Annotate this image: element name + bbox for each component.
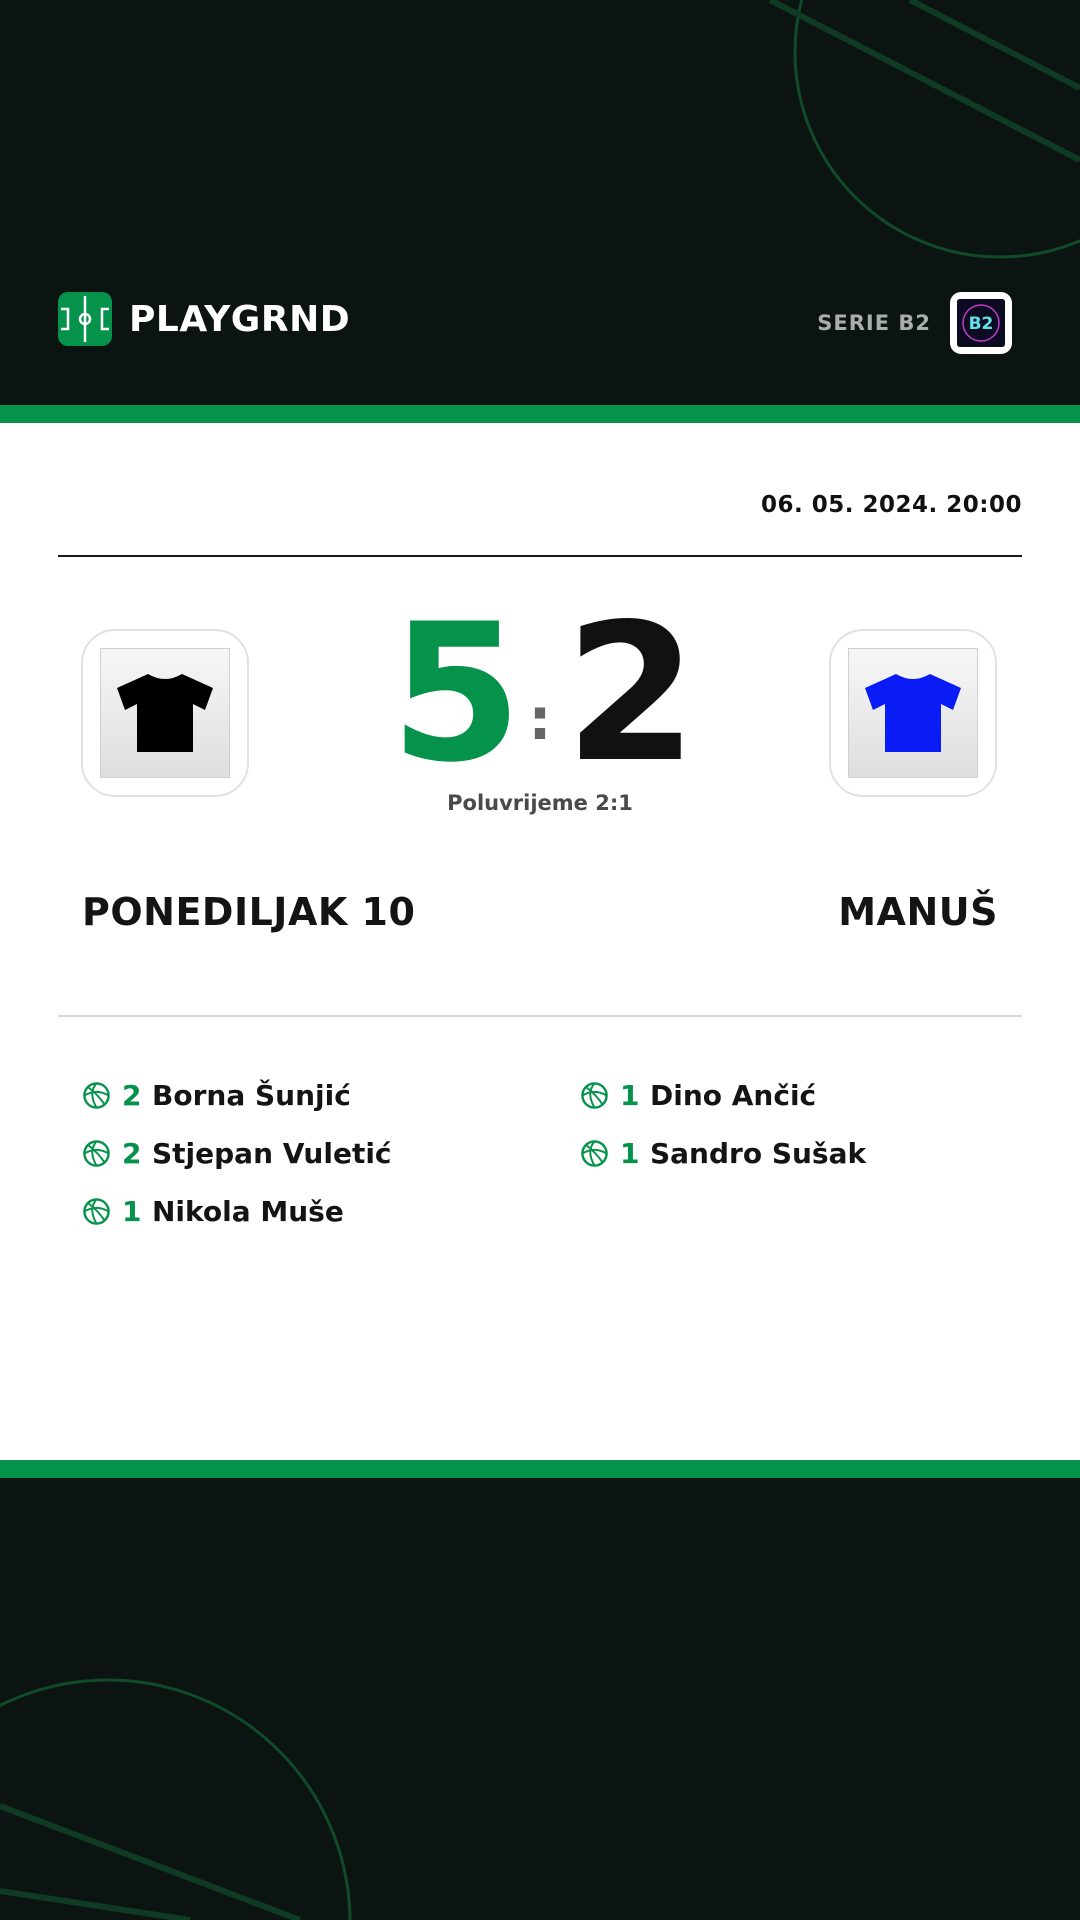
pitch-lines-decoration	[0, 1478, 1080, 1920]
scorer-item	[580, 1066, 866, 1124]
league-info	[817, 292, 1012, 354]
black-shirt-icon	[113, 670, 217, 756]
home-score: 5	[390, 583, 523, 804]
divider	[58, 555, 1022, 557]
header-band	[0, 0, 1080, 405]
scorer-name: Nikola Muše	[152, 1194, 344, 1228]
divider	[58, 1015, 1022, 1017]
scorer-item	[82, 1066, 392, 1124]
scorer-name: Dino Ančić	[650, 1078, 817, 1112]
accent-stripe-top	[0, 405, 1080, 423]
away-kit	[829, 629, 997, 797]
footer-band	[0, 1478, 1080, 1920]
away-score: 2	[565, 583, 698, 804]
scorer-item	[580, 1124, 866, 1182]
home-kit	[81, 629, 249, 797]
goal-count: 1	[620, 1136, 640, 1170]
goal-count: 1	[620, 1078, 640, 1112]
football-icon	[82, 1139, 111, 1168]
football-icon	[580, 1081, 609, 1110]
home-scorers-list	[82, 1066, 392, 1240]
svg-text:B2: B2	[968, 314, 994, 334]
goal-count: 1	[122, 1194, 142, 1228]
pitch-logo-icon	[58, 292, 112, 346]
brand-name: PLAYGRND	[129, 298, 351, 340]
home-team-name: PONEDILJAK 10	[82, 890, 416, 934]
goal-count: 2	[122, 1136, 142, 1170]
match-card	[0, 423, 1080, 1460]
scorer-name: Borna Šunjić	[152, 1078, 351, 1112]
scorer-item	[82, 1124, 392, 1182]
football-icon	[580, 1139, 609, 1168]
goal-count: 2	[122, 1078, 142, 1112]
brand	[58, 292, 350, 346]
away-team-name: MANUŠ	[838, 890, 998, 934]
blue-shirt-icon	[861, 670, 965, 756]
league-name: SERIE B2	[817, 311, 931, 335]
football-icon	[82, 1081, 111, 1110]
score-separator: :	[528, 685, 552, 753]
b2-league-badge-icon	[950, 292, 1012, 354]
halftime-score: Poluvrijeme 2:1	[447, 791, 633, 815]
scorer-item	[82, 1182, 392, 1240]
football-icon	[82, 1197, 111, 1226]
scorer-name: Stjepan Vuletić	[152, 1136, 392, 1170]
scorer-name: Sandro Sušak	[650, 1136, 867, 1170]
away-scorers-list	[580, 1066, 866, 1182]
match-datetime: 06. 05. 2024. 20:00	[761, 492, 1022, 518]
accent-stripe-bottom	[0, 1460, 1080, 1478]
